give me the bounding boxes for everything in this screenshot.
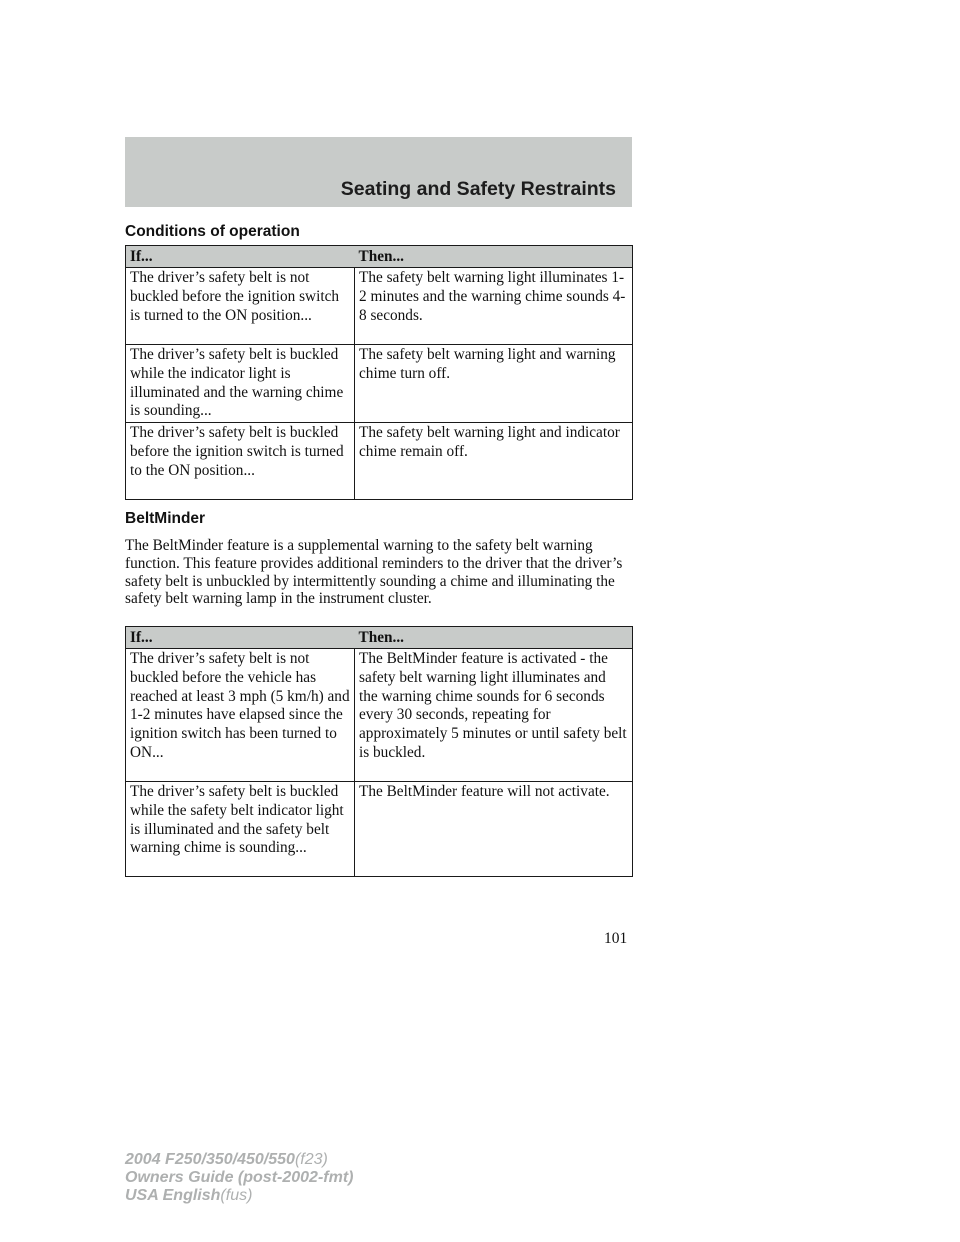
table-cell-if: The driver’s safety belt is buckled while the safety belt indicator light is illuminated and the safety belt warning chime is sounding... (126, 782, 355, 877)
table-row (126, 782, 633, 877)
table-row (126, 423, 633, 500)
table-cell-then: The BeltMinder feature will not activate. (355, 782, 633, 877)
page-header-band (125, 137, 632, 207)
table-header-row (126, 627, 633, 649)
table-row (126, 345, 633, 423)
table-row (126, 268, 633, 345)
section-heading-conditions: Conditions of operation (125, 223, 300, 240)
footer-line-guide (125, 1169, 353, 1187)
document-footer (125, 1151, 353, 1205)
table-cell-if: The driver’s safety belt is not buckled before the ignition switch is turned to the ON position... (126, 268, 355, 345)
footer-language: USA English (125, 1187, 221, 1204)
page-number: 101 (604, 930, 628, 947)
beltminder-table (125, 626, 633, 877)
footer-model: 2004 F250/350/450/550 (125, 1151, 295, 1168)
footer-line-language (125, 1187, 353, 1205)
footer-guide: Owners Guide (post-2002-fmt) (125, 1169, 354, 1186)
table-cell-if: The driver’s safety belt is buckled before the ignition switch is turned to the ON position... (126, 423, 355, 500)
column-header-if: If... (126, 627, 355, 649)
table-header-row (126, 246, 633, 268)
footer-language-code: (fus) (220, 1187, 253, 1204)
table-cell-then: The safety belt warning light illuminates 1-2 minutes and the warning chime sounds 4-8 seconds. (355, 268, 633, 345)
column-header-then: Then... (355, 627, 633, 649)
table-row (126, 649, 633, 782)
section-heading-beltminder: BeltMinder (125, 510, 206, 527)
table-cell-if: The driver’s safety belt is not buckled before the vehicle has reached at least 3 mph (5 km/h) and 1-2 minutes have elapsed since the ignition switch has been turned to ON... (126, 649, 355, 782)
column-header-then: Then... (355, 246, 633, 268)
footer-model-code: (f23) (294, 1151, 328, 1168)
beltminder-description: The BeltMinder feature is a supplemental warning to the safety belt warning function. This feature provides additional reminders to the driver that the driver’s safety belt is unbuckled by intermittently sounding a chime and illuminating the safety belt warning lamp in the instrument cluster. (125, 537, 623, 608)
table-cell-then: The safety belt warning light and warning chime turn off. (355, 345, 633, 423)
column-header-if: If... (126, 246, 355, 268)
table-cell-if: The driver’s safety belt is buckled while the indicator light is illuminated and the warning chime is sounding... (126, 345, 355, 423)
table-cell-then: The BeltMinder feature is activated - the safety belt warning light illuminates and the warning chime sounds for 6 seconds every 30 seconds, repeating for approximately 5 minutes or until safety belt is buckled. (355, 649, 633, 782)
page-header-title: Seating and Safety Restraints (340, 178, 616, 200)
conditions-table (125, 245, 633, 500)
table-cell-then: The safety belt warning light and indicator chime remain off. (355, 423, 633, 500)
footer-line-model (125, 1151, 353, 1169)
